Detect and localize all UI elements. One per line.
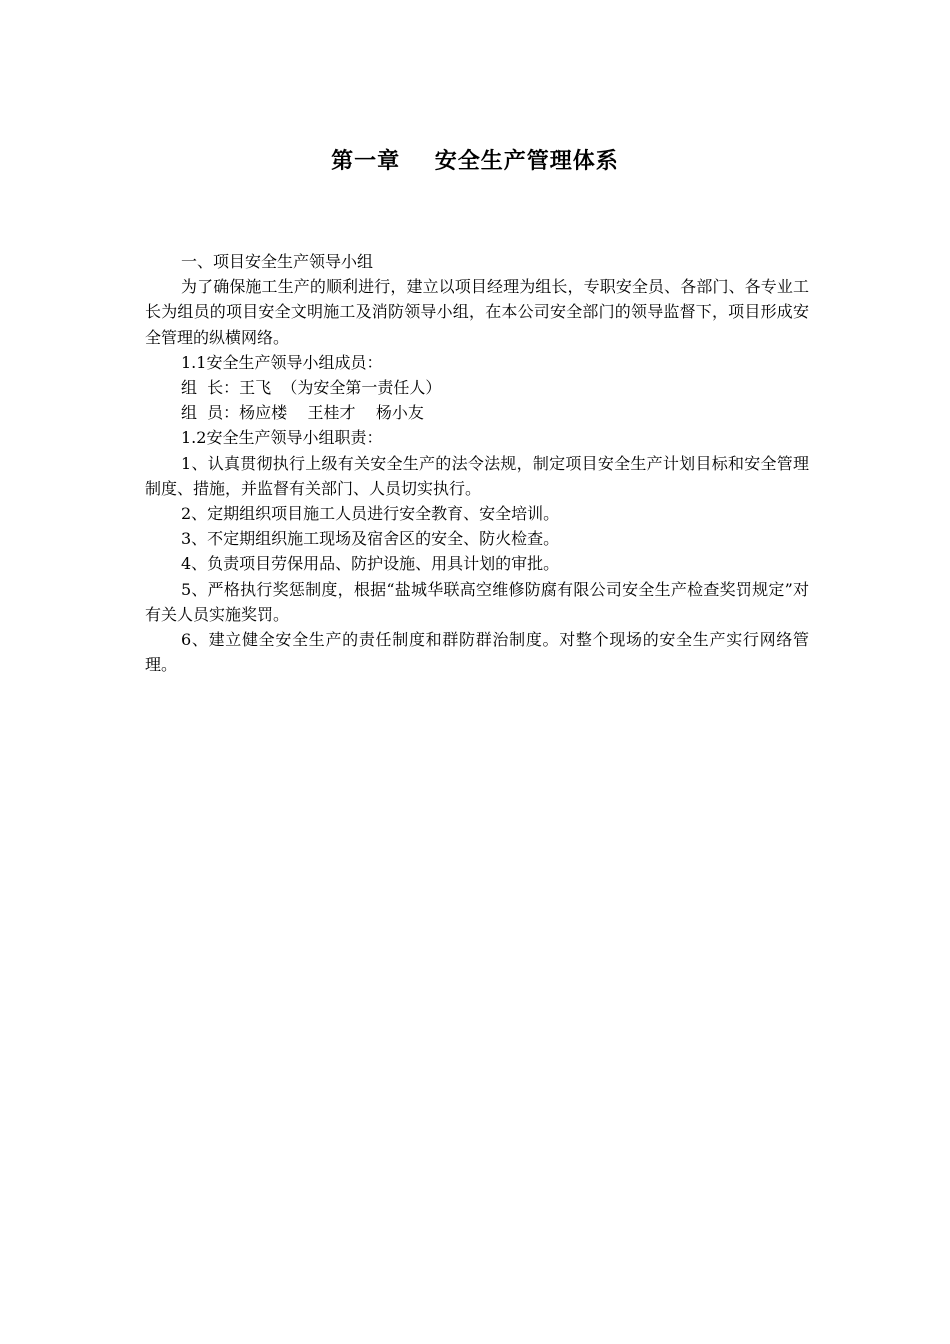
duty-item-6: 6、建立健全安全生产的责任制度和群防群治制度。对整个现场的安全生产实行网络管理。: [145, 630, 809, 675]
duty-item-1: 1、认真贯彻执行上级有关安全生产的法令法规，制定项目安全生产计划目标和安全管理制度、措施，并监督有关部门、人员切实执行。: [145, 453, 809, 498]
duty-item-2: 2、定期组织项目施工人员进行安全教育、安全培训。: [181, 504, 560, 524]
subsection-heading-duties: 1.2安全生产领导小组职责：: [181, 428, 383, 448]
duty-item-3: 3、不定期组织施工现场及宿舍区的安全、防火检查。: [181, 529, 560, 549]
section-heading: 一、项目安全生产领导小组: [181, 252, 374, 271]
chapter-title: 第一章 安全生产管理体系: [331, 149, 619, 174]
intro-paragraph: 为了确保施工生产的顺利进行，建立以项目经理为组长，专职安全员、各部门、各专业工长为组员的项目安全文明施工及消防领导小组，在本公司安全部门的领导监督下，项目形成安全管理的纵横网络。: [145, 277, 809, 347]
team-members-line: 组 员：杨应楼 王桂才 杨小友: [181, 403, 424, 423]
document-body: [145, 249, 809, 677]
duty-item-5: 5、严格执行奖惩制度，根据“盐城华联高空维修防腐有限公司安全生产检查奖罚规定”对有关人员实施奖罚。: [145, 579, 809, 624]
team-leader-line: 组 长：王飞 （为安全第一责任人）: [181, 378, 442, 398]
duty-item-4: 4、负责项目劳保用品、防护设施、用具计划的审批。: [181, 554, 560, 574]
subsection-heading-members: 1.1安全生产领导小组成员：: [181, 352, 383, 372]
